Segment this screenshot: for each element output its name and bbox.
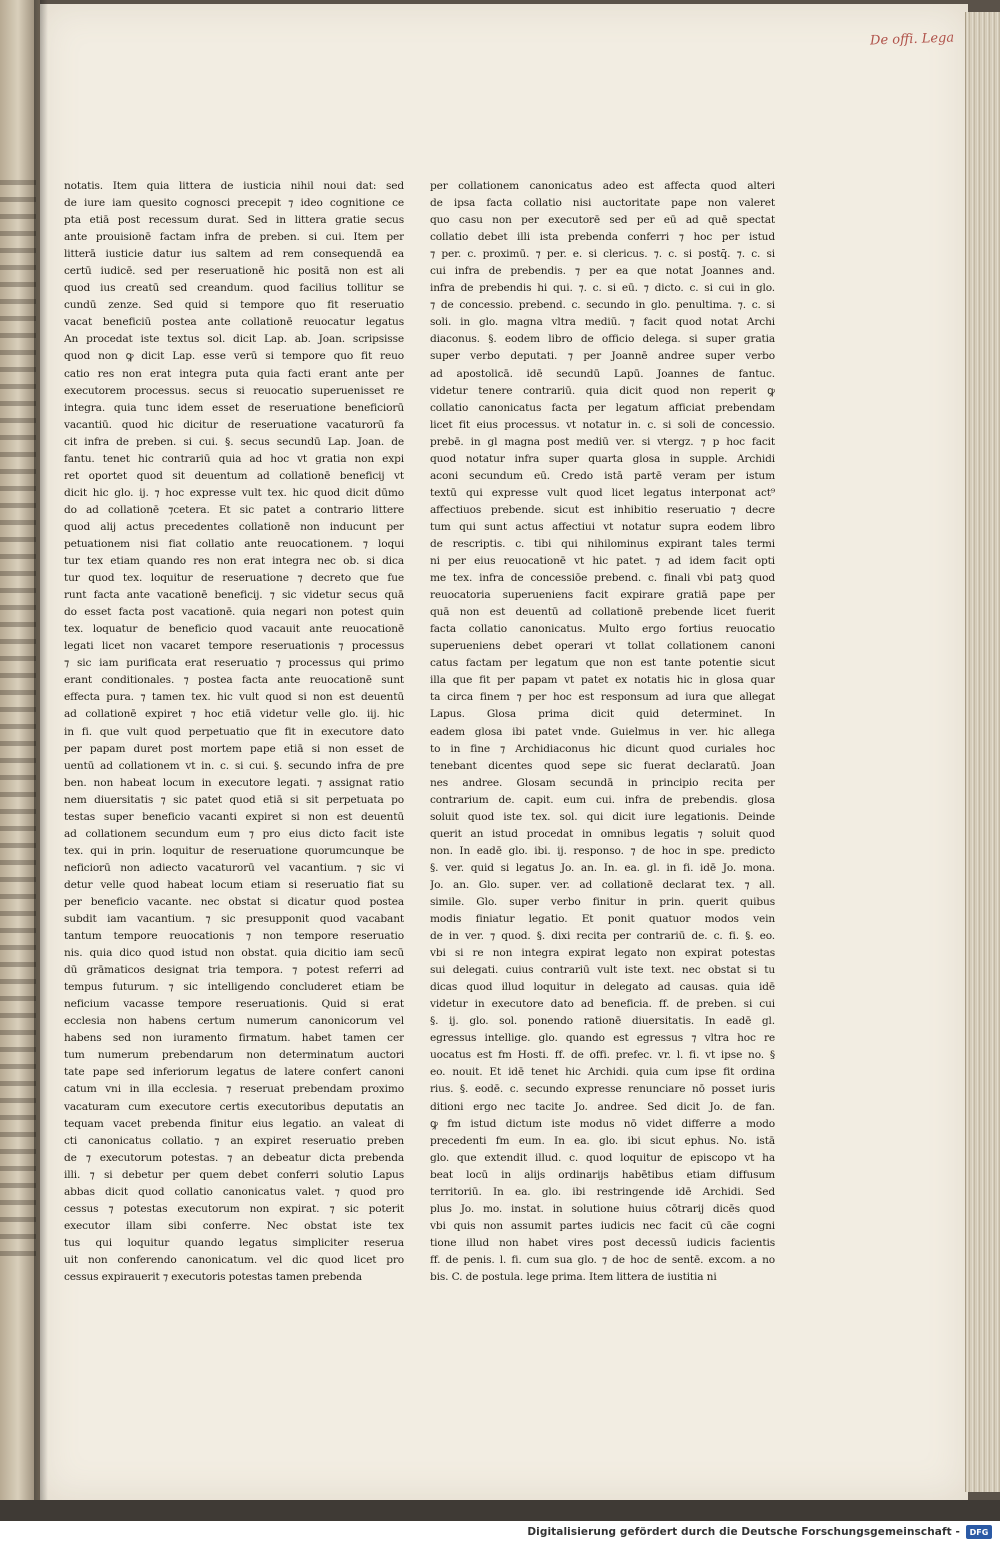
text-line: do ad collationē ⁊cetera. Et sic patet a contrario littere (64, 503, 404, 516)
text-line: modis finiatur legatio. Et ponit quatuor modos vein (430, 913, 775, 926)
text-line: rius. §. eodē. c. secundo expresse renunciare nō posset iuris (430, 1083, 775, 1096)
text-line: tequam vacet prebenda finitur eius legatio. an valeat di (64, 1117, 404, 1130)
text-line: detur velle quod habeat locum etiam si reseruatio fiat su (64, 878, 404, 891)
text-line: vbi si re non integra expirat legato non expirat potestas (430, 947, 775, 960)
text-line: uit non conferendo canonicatum. vel dic quod licet pro (64, 1253, 404, 1266)
text-line: quod ius creatū sed creandum. quod facilius tollitur se (64, 282, 404, 295)
page-sheet (40, 4, 968, 1500)
text-line: infra de prebendis hi qui. ⁊. c. si eū. ⁊ dicto. c. si cui in glo. (430, 282, 775, 295)
text-line: certū iudicē. sed per reseruationē hic positā non est ali (64, 265, 404, 278)
text-line: subdit iam vacantium. ⁊ sic presupponit quod vacabant (64, 913, 404, 926)
text-line: cui infra de prebendis. ⁊ per ea que notat Joannes and. (430, 265, 775, 278)
text-line: tus qui loquitur quando legatus simpliciter reserua (64, 1236, 404, 1249)
text-line: runt facta ante vacationē beneficij. ⁊ sic videtur secus quā (64, 589, 404, 602)
text-line: cessus expirauerit ⁊ executoris potestas tamen prebenda (64, 1271, 362, 1283)
text-line: cessus ⁊ potestas executorum non expirat. ⁊ sic poterit (64, 1202, 404, 1215)
text-line: §. ver. quid si legatus Jo. an. In. ea. gl. in fi. idē Jo. mona. (430, 861, 775, 874)
text-line: non. In eadē glo. ibi. ij. responso. ⁊ de hoc in spe. predicto (430, 844, 775, 857)
text-line: dicit hic glo. ij. ⁊ hoc expresse vult tex. hic quod dicit dūmo (64, 486, 404, 499)
text-line: de iure iam quesito cognosci precepit ⁊ ideo cognitione ce (64, 197, 404, 210)
previous-page-text-fragment (0, 180, 36, 1260)
text-line: plus Jo. mo. instat. in solutione huius cōtrarij dicēs quod (430, 1202, 775, 1215)
text-line: ⁊ per. c. proximū. ⁊ per. e. si clericus. ⁊. c. si postq̄. ⁊. c. si (430, 248, 775, 261)
text-line: cti canonicatus collatio. ⁊ an expiret reseruatio preben (64, 1134, 404, 1147)
text-line: diaconus. §. eodem libro de officio delega. si super gratia (430, 333, 775, 346)
text-line: ni per eius reuocationē vt hic patet. ⁊ ad idem facit opti (430, 555, 775, 568)
text-line: tum numerum prebendarum non determinatum auctori (64, 1049, 404, 1062)
text-line: tum qui sunt actus affectiui vt notatur supra eodem libro (430, 520, 775, 533)
text-line: ante prouisionē factam infra de preben. si cui. Item per (64, 231, 404, 244)
text-line: tempus futurum. ⁊ sic intelligendo concluderet etiam be (64, 981, 404, 994)
text-line: tantum tempore reuocationis ⁊ non tempore reseruatio (64, 930, 404, 943)
text-line: tex. loquatur de beneficio quod vacauit ante reuocationē (64, 623, 404, 636)
text-line: ad apostolicā. idē secundū Lapū. Joannes de fantuc. (430, 367, 775, 380)
text-line: de in ver. ⁊ quod. §. dixi recita per contrariū de. c. fi. §. eo. (430, 930, 775, 943)
text-line: beat locū in alijs ordinarijs habētibus etiam diffusum (430, 1168, 775, 1181)
text-line: tate pape sed inferiorum legatus de latere confert canoni (64, 1066, 404, 1079)
text-line: §. ij. glo. sol. ponendo rationē diuersitatis. In eadē gl. (430, 1015, 775, 1028)
text-line: territoriū. In ea. glo. ibi restringende idē Archidi. Sed (430, 1185, 775, 1198)
text-line: An procedat iste textus sol. dicit Lap. ab. Joan. scripsisse (64, 333, 404, 346)
text-line: ad collationem secundum eum ⁊ pro eius dicto facit iste (64, 827, 404, 840)
text-line: affectiuos prebende. sicut est inhibitio reseruatio ⁊ decre (430, 503, 775, 516)
text-column-left (64, 178, 404, 1286)
text-line: nem diuersitatis ⁊ sic patet quod etiā si sit perpetuata po (64, 793, 404, 806)
text-line: simile. Glo. super verbo finitur in prin. querit quibus (430, 895, 775, 908)
text-line: uentū ad collationem vt in. c. si cui. §. secundo infra de pre (64, 759, 404, 772)
text-line: sui delegati. cuius contrariū vult iste text. nec obstat si tu (430, 964, 775, 977)
text-line: integra. quia tunc idem esset de reseruatione beneficiorū (64, 401, 404, 414)
text-line: de rescriptis. c. tibi qui nihilominus expirant tales termi (430, 537, 775, 550)
text-line: nes andree. Glosam secundā in principio recita per (430, 776, 775, 789)
text-line: ta circa finem ⁊ per hoc est responsum ad iura que allegat (430, 691, 775, 704)
text-line: superueniens debet operari vt tollat collationem canoni (430, 640, 775, 653)
text-line: testas super beneficio vacanti expiret si non est deuentū (64, 810, 404, 823)
text-line: per collationem canonicatus adeo est affecta quod alteri (430, 180, 775, 192)
text-line: tenebant dicentes quod sepe sic fuerat declaratū. Joan (430, 759, 775, 772)
text-line: soluit quod iste tex. sol. qui dicit iure legationis. Deinde (430, 810, 775, 823)
text-line: videtur tenere contrariū. quia dicit quod non reperit ꝙ (430, 384, 775, 397)
text-line: nis. quia dico quod istud non obstat. quia dicitio iam secū (64, 947, 404, 960)
text-line: ⁊ sic iam purificata erat reseruatio ⁊ processus qui primo (64, 657, 404, 670)
text-line: Lapus. Glosa prima dicit quid determinet. In (430, 708, 775, 721)
text-line: neficiorū non adiecto vacaturorū vel vacantium. ⁊ sic vi (64, 861, 404, 874)
text-line: precedenti fm eum. In ea. glo. ibi sicut ephus. No. istā (430, 1134, 775, 1147)
text-line: tione illud non habet vires post decessū iudicis facientis (430, 1236, 775, 1249)
text-line: ben. non habeat locum in executore legati. ⁊ assignat ratio (64, 776, 404, 789)
text-line: me tex. infra de concessiōe prebend. c. finali vbi patꝫ quod (430, 572, 775, 585)
handwritten-annotation: De offi. Lega (869, 30, 955, 49)
text-line: executorem processus. secus si reuocatio superuenisset re (64, 384, 404, 397)
text-line: de ⁊ executorum potestas. ⁊ an debeatur dicta prebenda (64, 1151, 404, 1164)
text-line: ⁊ de concessio. prebend. c. secundo in glo. penultima. ⁊. c. si (430, 299, 775, 312)
text-line: illa que fit per papam vt patet ex notatis hic in glosa quar (430, 674, 775, 687)
book-page-edges (965, 12, 1000, 1492)
text-line: de ipsa facta collatio nisi auctoritate pape non valeret (430, 197, 775, 210)
dfg-logo: DFG (966, 1525, 992, 1539)
text-line: vacantiū. quod hic dicitur de reseruatione vacaturorū fa (64, 418, 404, 431)
binding-shadow (34, 0, 48, 1500)
text-line: eadem glosa ibi patet vnde. Guielmus in ver. hic allega (430, 725, 775, 738)
text-line: videtur in executore dato ad beneficia. ff. de preben. si cui (430, 998, 775, 1011)
text-line: vbi quis non assumit partes iudicis nec facit cū cāe cogni (430, 1219, 775, 1232)
text-line: ꝙ fm istud dictum iste modus nō videt differre a modo (430, 1117, 775, 1130)
text-line: quā non est deuentū ad collationē prebende licet fuerit (430, 606, 775, 619)
text-line: facta collatio canonicatus. Multo ergo fortius reuocatio (430, 623, 775, 636)
text-line: prebē. in gl magna post mediū ver. si vtergz. ⁊ p hoc facit (430, 435, 775, 448)
text-line: petuationem nisi fiat collatio ante reuocationem. ⁊ loqui (64, 537, 404, 550)
text-line: textū qui expresse vult quod licet legatus interponat act⁹ (430, 486, 775, 499)
text-line: in fi. que vult quod perpetuatio que fit in executore dato (64, 725, 404, 738)
text-line: illi. ⁊ si debetur per quem debet conferri solutio Lapus (64, 1168, 404, 1181)
text-line: legati licet non vacaret tempore reseruationis ⁊ processus (64, 640, 404, 653)
text-line: catus factam per legatum que non est tante potentie sicut (430, 657, 775, 670)
text-line: quod notatur infra super quarta glosa in supple. Archidi (430, 452, 775, 465)
footer-text: Digitalisierung gefördert durch die Deutsche Forschungsgemeinschaft - (527, 1526, 960, 1538)
text-line: abbas dicit quod collatio canonicatus valet. ⁊ quod pro (64, 1185, 404, 1198)
text-line: Jo. an. Glo. super. ver. ad collationē declarat tex. ⁊ all. (430, 878, 775, 891)
text-column-right (430, 178, 775, 1286)
text-line: ff. de penis. l. fi. cum sua glo. ⁊ de hoc de sentē. excom. a no (430, 1253, 775, 1266)
text-line: dicas quod illud loquitur in delegato ad causas. quia idē (430, 981, 775, 994)
text-line: ecclesia non habens certum numerum canonicorum vel (64, 1015, 404, 1028)
text-line: litterā iusticie datur ius saltem ad rem consequendā ea (64, 248, 404, 261)
text-line: super verbo deputati. ⁊ per Joannē andree super verbo (430, 350, 775, 363)
text-line: to in fine ⁊ Archidiaconus hic dicunt quod curiales hoc (430, 742, 775, 755)
text-line: contrarium de. capit. eum cui. infra de prebendis. glosa (430, 793, 775, 806)
text-line: bis. C. de postula. lege prima. Item littera de iustitia ni (430, 1271, 717, 1283)
text-line: notatis. Item quia littera de iusticia nihil noui dat: sed (64, 180, 404, 192)
text-line: cundū zenze. Sed quid si tempore quo fit reseruatio (64, 299, 404, 312)
text-line: uocatus est fm Hosti. ff. de offi. prefec. vr. l. fi. vt ipse no. § (430, 1049, 775, 1062)
text-line: erant conditionales. ⁊ postea facta ante reuocationē sunt (64, 674, 404, 687)
text-line: tur tex etiam quando res non erat integra nec ob. si dica (64, 555, 404, 568)
text-line: pta etiā post recessum durat. Sed in littera gratie secus (64, 214, 404, 227)
text-line: fantu. tenet hic contrariū quia ad hoc vt gratia non expi (64, 452, 404, 465)
text-line: vacaturam cum executore certis executoribus deputatis an (64, 1100, 404, 1113)
digitization-footer (0, 1521, 1000, 1543)
text-line: quo casu non per executorē sed per eū ad quē spectat (430, 214, 775, 227)
text-line: quod alij actus precedentes collationē non inducunt per (64, 520, 404, 533)
text-line: soli. in glo. magna vltra mediū. ⁊ facit quod notat Archi (430, 316, 775, 329)
text-line: habens sed non iuramento firmatum. habet tamen cer (64, 1032, 404, 1045)
text-line: do esset facta post vacationē. quia negari non potest quin (64, 606, 404, 619)
text-line: licet fit eius processus. vt notatur in. c. si soli de concessio. (430, 418, 775, 431)
text-line: effecta pura. ⁊ tamen tex. hic vult quod si non est deuentū (64, 691, 404, 704)
text-line: executor illam sibi conferre. Nec obstat iste tex (64, 1219, 404, 1232)
text-line: per papam duret post mortem pape etiā si non esset de (64, 742, 404, 755)
text-line: catio res non erat integra puta quia facti erant ante per (64, 367, 404, 380)
text-line: collatio debet illi ista prebenda conferri ⁊ hoc per istud (430, 231, 775, 244)
text-line: tex. qui in prin. loquitur de reseruatione quorumcunque be (64, 844, 404, 857)
text-line: ad collationē expiret ⁊ hoc etiā videtur velle glo. iij. hic (64, 708, 404, 721)
text-line: vacat beneficiū postea ante collationē reuocatur legatus (64, 316, 404, 329)
text-line: glo. que extendit illud. c. quod loquitur de episcopo vt ha (430, 1151, 775, 1164)
text-line: cit infra de preben. si cui. §. secus secundū Lap. Joan. de (64, 435, 404, 448)
text-line: dū grāmaticos designat tria tempora. ⁊ potest referri ad (64, 964, 404, 977)
text-line: querit an istud procedat in omnibus legatis ⁊ soluit quod (430, 827, 775, 840)
text-line: quod non ꝙ dicit Lap. esse verū si tempore quo fit reuo (64, 350, 404, 363)
text-line: aconi secundum eū. Credo istā partē veram per istum (430, 469, 775, 482)
text-line: ditioni ergo nec tacite Jo. andree. Sed dicit Jo. de fan. (430, 1100, 775, 1113)
text-line: reuocatoria superueniens facit expirare gratiā pape per (430, 589, 775, 602)
text-line: tur quod tex. loquitur de reseruatione ⁊ decreto que fue (64, 572, 404, 585)
text-line: collatio canonicatus facta per legatum afficiat prebendam (430, 401, 775, 414)
text-line: neficium vacasse tempore reseruationis. Quid si erat (64, 998, 404, 1011)
text-line: ret oportet quod sit deuentum ad collationē beneficij vt (64, 469, 404, 482)
text-line: per beneficio vacante. nec obstat si dicatur quod postea (64, 895, 404, 908)
text-line: eo. nouit. Et idē tenet hic Archidi. quia cum ipse fit ordina (430, 1066, 775, 1079)
text-line: catum vni in illa ecclesia. ⁊ reseruat prebendam proximo (64, 1083, 404, 1096)
text-line: egressus intellige. glo. quando est egressus ⁊ vltra hoc re (430, 1032, 775, 1045)
